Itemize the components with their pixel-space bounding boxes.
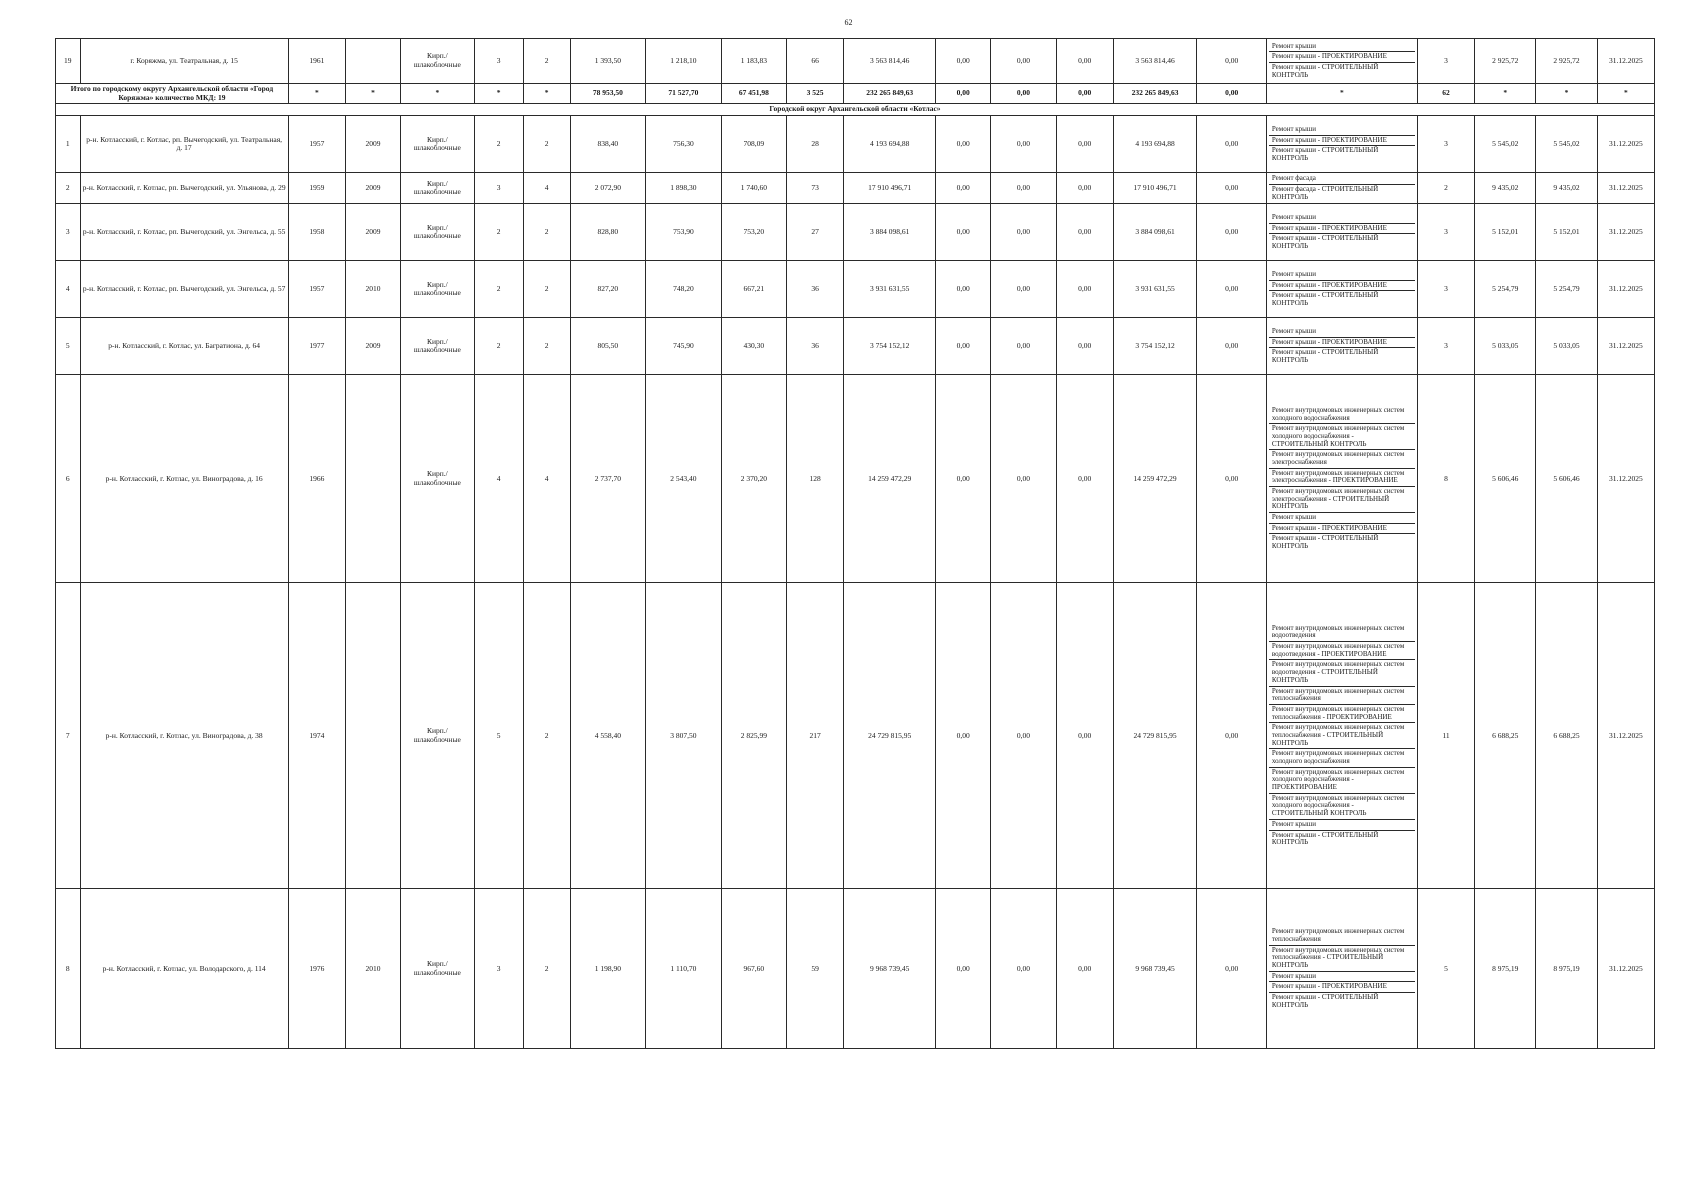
material-cell: Кирп./ шлакоблочные — [401, 318, 475, 375]
address-cell: р-н. Котласский, г. Котлас, рп. Вычегодский, ул. Ульянова, д. 29 — [80, 173, 288, 204]
work-item: Ремонт внутридомовых инженерных систем теплоснабжения - СТРОИТЕЛЬНЫЙ КОНТРОЛЬ — [1269, 723, 1415, 749]
f4-cell: 4 193 694,88 — [1113, 116, 1197, 173]
cost-total-cell: 3 931 631,55 — [844, 261, 936, 318]
area-living-cell: 1 218,10 — [646, 39, 722, 84]
work-item: Ремонт крыши - ПРОЕКТИРОВАНИЕ — [1269, 224, 1415, 235]
residents-cell: 217 — [787, 583, 844, 889]
deadline-cell: 31.12.2025 — [1597, 173, 1654, 204]
area-living-cell: 756,30 — [646, 116, 722, 173]
work-count-cell: 3 — [1417, 116, 1474, 173]
total-c3: * — [401, 84, 475, 104]
f5-cell: 0,00 — [1197, 116, 1266, 173]
total-f4: 232 265 849,63 — [1113, 84, 1197, 104]
total-max-cost: * — [1536, 84, 1597, 104]
unit-cost-cell: 2 925,72 — [1475, 39, 1536, 84]
row-number: 19 — [56, 39, 81, 84]
area-total-cell: 838,40 — [570, 116, 646, 173]
area-res-cell: 753,20 — [721, 204, 786, 261]
f1-cell: 0,00 — [936, 375, 991, 583]
area-total-cell: 1 393,50 — [570, 39, 646, 84]
max-cost-cell: 5 254,79 — [1536, 261, 1597, 318]
residents-cell: 128 — [787, 375, 844, 583]
section-header-row — [56, 104, 1655, 116]
residents-cell: 59 — [787, 889, 844, 1049]
cost-total-cell: 3 884 098,61 — [844, 204, 936, 261]
section-title: Городской округ Архангельской области «Котлас» — [56, 104, 1655, 116]
total-row — [56, 84, 1655, 104]
work-item: Ремонт крыши — [1269, 213, 1415, 224]
address-cell: г. Коряжма, ул. Театральная, д. 15 — [80, 39, 288, 84]
table-row-top — [56, 39, 1655, 84]
area-total-cell: 4 558,40 — [570, 583, 646, 889]
entrances-cell: 4 — [523, 173, 570, 204]
work-item: Ремонт крыши — [1269, 513, 1415, 524]
deadline-cell: 31.12.2025 — [1597, 889, 1654, 1049]
total-f5: 0,00 — [1197, 84, 1266, 104]
num-cell: 5 — [56, 318, 81, 375]
work-item: Ремонт внутридомовых инженерных систем электроснабжения - ПРОЕКТИРОВАНИЕ — [1269, 469, 1415, 487]
table-row — [56, 204, 1655, 261]
work-item: Ремонт крыши - ПРОЕКТИРОВАНИЕ — [1269, 982, 1415, 993]
work-item: Ремонт фасада - СТРОИТЕЛЬНЫЙ КОНТРОЛЬ — [1271, 184, 1379, 201]
material-cell: Кирп./ шлакоблочные — [401, 116, 475, 173]
area-res-cell: 1 183,83 — [721, 39, 786, 84]
year-repair-cell — [345, 583, 400, 889]
num-cell: 8 — [56, 889, 81, 1049]
material-cell: Кирп./ шлакоблочные — [401, 204, 475, 261]
year-repair-cell — [345, 39, 400, 84]
f3-cell: 0,00 — [1056, 889, 1113, 1049]
f2-cell: 0,00 — [991, 204, 1056, 261]
max-cost-cell: 8 975,19 — [1536, 889, 1597, 1049]
residents-cell: 27 — [787, 204, 844, 261]
area-total-cell: 1 198,90 — [570, 889, 646, 1049]
f2-cell: 0,00 — [991, 583, 1056, 889]
area-living-cell: 3 807,50 — [646, 583, 722, 889]
work-item: Ремонт внутридомовых инженерных систем теплоснабжения - ПРОЕКТИРОВАНИЕ — [1269, 705, 1415, 723]
area-living-cell: 745,90 — [646, 318, 722, 375]
fund-1-cell: 0,00 — [936, 39, 991, 84]
total-unit-cost: * — [1475, 84, 1536, 104]
cost-total-cell: 3 754 152,12 — [844, 318, 936, 375]
floors-cell: 3 — [474, 173, 523, 204]
deadline-cell: 31.12.2025 — [1597, 39, 1654, 84]
f2-cell: 0,00 — [991, 375, 1056, 583]
work-item: Ремонт крыши — [1269, 42, 1415, 53]
floors-cell: 5 — [474, 583, 523, 889]
f4-cell: 14 259 472,29 — [1113, 375, 1197, 583]
work-item: Ремонт внутридомовых инженерных систем теплоснабжения — [1269, 927, 1415, 945]
f5-cell: 0,00 — [1197, 173, 1266, 204]
work-count-cell: 3 — [1417, 204, 1474, 261]
work-item: Ремонт крыши - ПРОЕКТИРОВАНИЕ — [1269, 52, 1415, 63]
work-item: Ремонт крыши - ПРОЕКТИРОВАНИЕ — [1269, 136, 1415, 147]
cost-total-cell: 14 259 472,29 — [844, 375, 936, 583]
num-cell: 6 — [56, 375, 81, 583]
work-count-cell: 3 — [1417, 261, 1474, 318]
f2-cell: 0,00 — [991, 889, 1056, 1049]
f1-cell: 0,00 — [936, 583, 991, 889]
entrances-cell: 4 — [523, 375, 570, 583]
fund-3-cell: 0,00 — [1056, 39, 1113, 84]
f5-cell: 0,00 — [1197, 318, 1266, 375]
cost-total-cell: 3 563 814,46 — [844, 39, 936, 84]
year-built-cell: 1957 — [288, 116, 345, 173]
entrances-cell: 2 — [523, 116, 570, 173]
area-living-cell: 1 110,70 — [646, 889, 722, 1049]
table-row — [56, 261, 1655, 318]
works-cell — [1266, 116, 1417, 173]
deadline-cell: 31.12.2025 — [1597, 583, 1654, 889]
total-f3: 0,00 — [1056, 84, 1113, 104]
cost-total-cell: 9 968 739,45 — [844, 889, 936, 1049]
work-item: Ремонт внутридомовых инженерных систем холодного водоснабжения — [1269, 749, 1415, 767]
works-cell — [1266, 583, 1417, 889]
work-item: Ремонт крыши - СТРОИТЕЛЬНЫЙ КОНТРОЛЬ — [1271, 830, 1379, 847]
address-cell: р-н. Котласский, г. Котлас, ул. Володарского, д. 114 — [80, 889, 288, 1049]
deadline-cell: 31.12.2025 — [1597, 318, 1654, 375]
area-res-cell: 667,21 — [721, 261, 786, 318]
cost-total-cell: 24 729 815,95 — [844, 583, 936, 889]
f5-cell: 0,00 — [1197, 583, 1266, 889]
table-row — [56, 889, 1655, 1049]
work-item: Ремонт крыши — [1269, 125, 1415, 136]
material-cell: Кирп./ шлакоблочные — [401, 39, 475, 84]
unit-cost-cell: 9 435,02 — [1475, 173, 1536, 204]
table-row — [56, 173, 1655, 204]
unit-cost-cell: 5 254,79 — [1475, 261, 1536, 318]
works-cell — [1266, 889, 1417, 1049]
unit-cost-cell: 5 606,46 — [1475, 375, 1536, 583]
material-cell: Кирп./ шлакоблочные — [401, 583, 475, 889]
area-res-cell: 430,30 — [721, 318, 786, 375]
work-count-cell: 3 — [1417, 318, 1474, 375]
total-f2: 0,00 — [991, 84, 1056, 104]
f1-cell: 0,00 — [936, 116, 991, 173]
num-cell: 2 — [56, 173, 81, 204]
num-cell: 3 — [56, 204, 81, 261]
f3-cell: 0,00 — [1056, 318, 1113, 375]
floors-cell: 3 — [474, 889, 523, 1049]
entrances-cell: 2 — [523, 889, 570, 1049]
address-cell: р-н. Котласский, г. Котлас, рп. Вычегодский, ул. Энгельса, д. 57 — [80, 261, 288, 318]
floors-cell: 2 — [474, 318, 523, 375]
floors-cell: 3 — [474, 39, 523, 84]
work-item: Ремонт крыши - СТРОИТЕЛЬНЫЙ КОНТРОЛЬ — [1271, 291, 1379, 307]
total-f1: 0,00 — [936, 84, 991, 104]
f1-cell: 0,00 — [936, 173, 991, 204]
works-cell — [1266, 261, 1417, 318]
area-living-cell: 753,90 — [646, 204, 722, 261]
total-work-count: 62 — [1417, 84, 1474, 104]
residents-cell: 73 — [787, 173, 844, 204]
max-cost-cell: 5 152,01 — [1536, 204, 1597, 261]
total-label: Итого по городскому округу Архангельской области «Город Коряжма» количество МКД: 19 — [56, 84, 289, 104]
f3-cell: 0,00 — [1056, 261, 1113, 318]
unit-cost-cell: 5 033,05 — [1475, 318, 1536, 375]
area-total-cell: 2 737,70 — [570, 375, 646, 583]
year-built-cell: 1959 — [288, 173, 345, 204]
f2-cell: 0,00 — [991, 261, 1056, 318]
residents-cell: 36 — [787, 318, 844, 375]
work-item: Ремонт внутридомовых инженерных систем электроснабжения - СТРОИТЕЛЬНЫЙ КОНТРОЛЬ — [1269, 487, 1415, 513]
year-repair-cell: 2009 — [345, 204, 400, 261]
max-cost-cell: 6 688,25 — [1536, 583, 1597, 889]
floors-cell: 2 — [474, 261, 523, 318]
entrances-cell: 2 — [523, 261, 570, 318]
work-item: Ремонт крыши — [1269, 820, 1415, 831]
total-c4: * — [474, 84, 523, 104]
work-item: Ремонт крыши - ПРОЕКТИРОВАНИЕ — [1269, 524, 1415, 535]
work-item: Ремонт крыши — [1269, 972, 1415, 983]
f3-cell: 0,00 — [1056, 375, 1113, 583]
fund-2-cell: 0,00 — [991, 39, 1056, 84]
f3-cell: 0,00 — [1056, 116, 1113, 173]
fund-5-cell: 0,00 — [1197, 39, 1266, 84]
total-cost: 232 265 849,63 — [844, 84, 936, 104]
work-item: Ремонт внутридомовых инженерных систем холодного водоснабжения - ПРОЕКТИРОВАНИЕ — [1269, 768, 1415, 794]
year-repair-cell: 2009 — [345, 318, 400, 375]
residents-cell: 28 — [787, 116, 844, 173]
area-living-cell: 1 898,30 — [646, 173, 722, 204]
year-repair-cell: 2010 — [345, 261, 400, 318]
residents-cell: 66 — [787, 39, 844, 84]
address-cell: р-н. Котласский, г. Котлас, рп. Вычегодский, ул. Театральная, д. 17 — [80, 116, 288, 173]
table-row — [56, 375, 1655, 583]
f2-cell: 0,00 — [991, 116, 1056, 173]
total-area-living: 71 527,70 — [646, 84, 722, 104]
work-item: Ремонт крыши - СТРОИТЕЛЬНЫЙ КОНТРОЛЬ — [1271, 234, 1379, 250]
num-cell: 4 — [56, 261, 81, 318]
year-repair-cell — [345, 375, 400, 583]
work-item: Ремонт крыши - СТРОИТЕЛЬНЫЙ КОНТРОЛЬ — [1271, 146, 1379, 162]
floors-cell: 2 — [474, 116, 523, 173]
work-item: Ремонт крыши - СТРОИТЕЛЬНЫЙ КОНТРОЛЬ — [1271, 534, 1379, 551]
entrances-cell: 2 — [523, 204, 570, 261]
address-cell: р-н. Котласский, г. Котлас, ул. Виноградова, д. 38 — [80, 583, 288, 889]
area-res-cell: 967,60 — [721, 889, 786, 1049]
residents-cell: 36 — [787, 261, 844, 318]
address-cell: р-н. Котласский, г. Котлас, ул. Багратиона, д. 64 — [80, 318, 288, 375]
work-item: Ремонт крыши - СТРОИТЕЛЬНЫЙ КОНТРОЛЬ — [1271, 993, 1379, 1009]
unit-cost-cell: 5 545,02 — [1475, 116, 1536, 173]
works-cell — [1266, 318, 1417, 375]
work-item: Ремонт внутридомовых инженерных систем теплоснабжения - СТРОИТЕЛЬНЫЙ КОНТРОЛЬ — [1269, 946, 1415, 972]
work-item: Ремонт крыши - СТРОИТЕЛЬНЫЙ КОНТРОЛЬ — [1271, 348, 1379, 364]
area-total-cell: 2 072,90 — [570, 173, 646, 204]
f4-cell: 3 931 631,55 — [1113, 261, 1197, 318]
total-c1: * — [288, 84, 345, 104]
year-built-cell: 1958 — [288, 204, 345, 261]
works-cell — [1266, 375, 1417, 583]
floors-cell: 2 — [474, 204, 523, 261]
works-cell — [1266, 204, 1417, 261]
area-res-cell: 2 370,20 — [721, 375, 786, 583]
work-item: Ремонт внутридомовых инженерных систем теплоснабжения — [1269, 687, 1415, 705]
area-living-cell: 748,20 — [646, 261, 722, 318]
work-count-cell: 5 — [1417, 889, 1474, 1049]
entrances-cell: 2 — [523, 39, 570, 84]
year-built-cell: 1976 — [288, 889, 345, 1049]
year-repair-cell: 2009 — [345, 173, 400, 204]
entrances-cell: 2 — [523, 583, 570, 889]
max-cost-cell: 5 606,46 — [1536, 375, 1597, 583]
work-item: Ремонт внутридомовых инженерных систем холодного водоснабжения - СТРОИТЕЛЬНЫЙ КОНТРОЛЬ — [1269, 424, 1415, 450]
material-cell: Кирп./ шлакоблочные — [401, 261, 475, 318]
fund-4-cell: 3 563 814,46 — [1113, 39, 1197, 84]
area-res-cell: 2 825,99 — [721, 583, 786, 889]
max-cost-cell: 5 033,05 — [1536, 318, 1597, 375]
address-cell: р-н. Котласский, г. Котлас, рп. Вычегодский, ул. Энгельса, д. 55 — [80, 204, 288, 261]
work-item: Ремонт внутридомовых инженерных систем водоотведения — [1269, 624, 1415, 642]
f3-cell: 0,00 — [1056, 583, 1113, 889]
max-cost-cell: 2 925,72 — [1536, 39, 1597, 84]
total-works: * — [1266, 84, 1417, 104]
num-cell: 7 — [56, 583, 81, 889]
max-cost-cell: 9 435,02 — [1536, 173, 1597, 204]
year-built-cell: 1966 — [288, 375, 345, 583]
max-cost-cell: 5 545,02 — [1536, 116, 1597, 173]
table-row — [56, 318, 1655, 375]
year-repair-cell: 2010 — [345, 889, 400, 1049]
work-count-cell: 3 — [1417, 39, 1474, 84]
work-item: Ремонт внутридомовых инженерных систем водоотведения - СТРОИТЕЛЬНЫЙ КОНТРОЛЬ — [1269, 660, 1415, 686]
page-number: 62 — [844, 18, 853, 27]
year-built-cell: 1977 — [288, 318, 345, 375]
total-area-total: 78 953,50 — [570, 84, 646, 104]
f4-cell: 3 754 152,12 — [1113, 318, 1197, 375]
work-item: Ремонт внутридомовых инженерных систем холодного водоснабжения — [1269, 406, 1415, 424]
unit-cost-cell: 8 975,19 — [1475, 889, 1536, 1049]
work-item: Ремонт крыши — [1269, 270, 1415, 281]
f5-cell: 0,00 — [1197, 261, 1266, 318]
work-item: Ремонт внутридомовых инженерных систем водоотведения - ПРОЕКТИРОВАНИЕ — [1269, 642, 1415, 660]
deadline-cell: 31.12.2025 — [1597, 204, 1654, 261]
cost-total-cell: 4 193 694,88 — [844, 116, 936, 173]
material-cell: Кирп./ шлакоблочные — [401, 375, 475, 583]
f3-cell: 0,00 — [1056, 173, 1113, 204]
address-cell: р-н. Котласский, г. Котлас, ул. Виноградова, д. 16 — [80, 375, 288, 583]
f1-cell: 0,00 — [936, 318, 991, 375]
work-item: Ремонт крыши - СТРОИТЕЛЬНЫЙ КОНТРОЛЬ — [1271, 63, 1379, 79]
deadline-cell: 31.12.2025 — [1597, 375, 1654, 583]
work-item: Ремонт крыши — [1269, 327, 1415, 338]
year-built-cell: 1961 — [288, 39, 345, 84]
area-living-cell: 2 543,40 — [646, 375, 722, 583]
total-c5: * — [523, 84, 570, 104]
cost-total-cell: 17 910 496,71 — [844, 173, 936, 204]
f5-cell: 0,00 — [1197, 889, 1266, 1049]
deadline-cell: 31.12.2025 — [1597, 261, 1654, 318]
f1-cell: 0,00 — [936, 889, 991, 1049]
f3-cell: 0,00 — [1056, 204, 1113, 261]
f4-cell: 3 884 098,61 — [1113, 204, 1197, 261]
material-cell: Кирп./ шлакоблочные — [401, 889, 475, 1049]
deadline-cell: 31.12.2025 — [1597, 116, 1654, 173]
work-count-cell: 8 — [1417, 375, 1474, 583]
area-total-cell: 805,50 — [570, 318, 646, 375]
f4-cell: 9 968 739,45 — [1113, 889, 1197, 1049]
work-item: Ремонт внутридомовых инженерных систем электроснабжения — [1269, 450, 1415, 468]
f1-cell: 0,00 — [936, 261, 991, 318]
f2-cell: 0,00 — [991, 173, 1056, 204]
entrances-cell: 2 — [523, 318, 570, 375]
year-built-cell: 1974 — [288, 583, 345, 889]
area-total-cell: 828,80 — [570, 204, 646, 261]
work-item: Ремонт крыши - ПРОЕКТИРОВАНИЕ — [1269, 281, 1415, 292]
work-count-cell: 11 — [1417, 583, 1474, 889]
works-cell — [1266, 173, 1417, 204]
f1-cell: 0,00 — [936, 204, 991, 261]
f2-cell: 0,00 — [991, 318, 1056, 375]
area-res-cell: 708,09 — [721, 116, 786, 173]
area-total-cell: 827,20 — [570, 261, 646, 318]
repair-program-table — [55, 38, 1655, 1049]
total-deadline: * — [1597, 84, 1654, 104]
works-cell — [1266, 39, 1417, 84]
f5-cell: 0,00 — [1197, 204, 1266, 261]
material-cell: Кирп./ шлакоблочные — [401, 173, 475, 204]
work-item: Ремонт фасада — [1269, 174, 1415, 185]
unit-cost-cell: 5 152,01 — [1475, 204, 1536, 261]
floors-cell: 4 — [474, 375, 523, 583]
table-row — [56, 583, 1655, 889]
total-c2: * — [345, 84, 400, 104]
f4-cell: 17 910 496,71 — [1113, 173, 1197, 204]
year-repair-cell: 2009 — [345, 116, 400, 173]
work-item: Ремонт крыши - ПРОЕКТИРОВАНИЕ — [1269, 338, 1415, 349]
f4-cell: 24 729 815,95 — [1113, 583, 1197, 889]
year-built-cell: 1957 — [288, 261, 345, 318]
work-count-cell: 2 — [1417, 173, 1474, 204]
num-cell: 1 — [56, 116, 81, 173]
unit-cost-cell: 6 688,25 — [1475, 583, 1536, 889]
total-residents: 3 525 — [787, 84, 844, 104]
table-row — [56, 116, 1655, 173]
f5-cell: 0,00 — [1197, 375, 1266, 583]
area-res-cell: 1 740,60 — [721, 173, 786, 204]
total-area-res: 67 451,98 — [721, 84, 786, 104]
work-item: Ремонт внутридомовых инженерных систем холодного водоснабжения - СТРОИТЕЛЬНЫЙ КОНТРОЛЬ — [1269, 794, 1415, 820]
